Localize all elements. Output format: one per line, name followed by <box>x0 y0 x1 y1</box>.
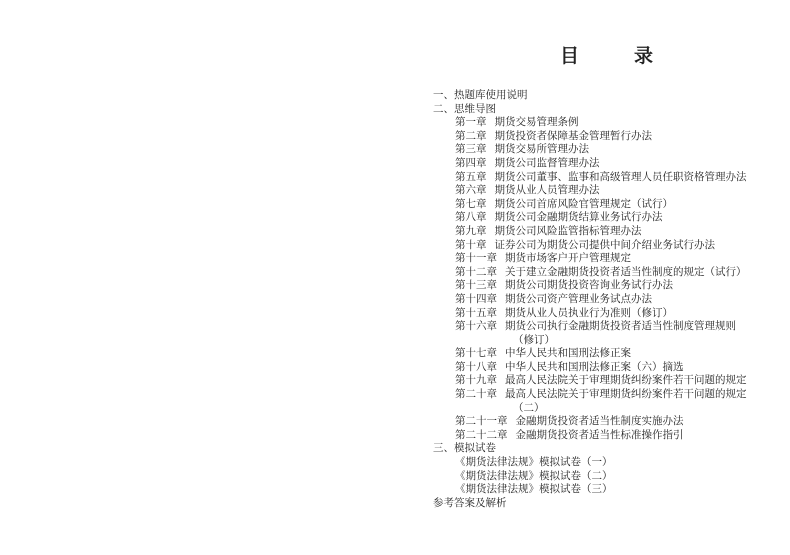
toc-section-3[interactable]: 三、模拟试卷 <box>433 442 496 455</box>
toc-chapter-6[interactable] <box>433 184 783 198</box>
chapter-title: 金融期货投资者适当性制度实施办法 <box>515 415 684 428</box>
chapter-number: 第十九章 <box>455 374 497 387</box>
chapter-number: 第十三章 <box>455 279 497 292</box>
chapter-title: 最高人民法院关于审理期货纠纷案件若干问题的规定 <box>505 388 747 401</box>
toc-section-1[interactable]: 一、热题库使用说明 <box>433 89 528 101</box>
chapter-number: 第七章 <box>455 197 487 210</box>
toc-answers[interactable]: 参考答案及解析 <box>433 496 507 509</box>
toc-chapter-4[interactable] <box>433 157 783 171</box>
chapter-title: 期货交易所管理办法 <box>494 143 589 156</box>
chapter-title: 期货市场客户开户管理规定 <box>505 252 631 265</box>
chapter-title: 中华人民共和国刑法修正案 <box>505 347 631 360</box>
chapter-title: 期货公司董事、监事和高级管理人员任职资格管理办法 <box>494 170 747 183</box>
toc-chapter-9[interactable] <box>433 225 783 239</box>
toc-chapter-17[interactable] <box>433 347 783 361</box>
chapter-number: 第九章 <box>455 224 487 237</box>
chapter-title: 期货从业人员管理办法 <box>494 184 600 197</box>
chapter-number: 第一章 <box>455 116 487 129</box>
chapter-title: 期货公司监督管理办法 <box>494 156 600 169</box>
toc-exam-2[interactable]: 《期货法律法规》模拟试卷（二） <box>455 469 613 482</box>
chapter-title: 证券公司为期货公司提供中间介绍业务试行办法 <box>494 238 715 251</box>
toc-section-2[interactable]: 二、思维导图 <box>433 102 496 115</box>
chapter-number: 第十一章 <box>455 252 497 265</box>
chapter-number: 第二十章 <box>455 388 497 401</box>
chapter-number: 第十七章 <box>455 347 497 360</box>
chapter-title: 期货公司风险监管指标管理办法 <box>494 224 642 237</box>
toc-chapter-13[interactable] <box>433 279 783 293</box>
toc-chapter-12[interactable] <box>433 266 783 280</box>
toc-chapter-14[interactable] <box>433 293 783 307</box>
toc-chapter-8[interactable] <box>433 211 783 225</box>
chapter-title: 中华人民共和国刑法修正案（六）摘选 <box>505 360 684 373</box>
chapter-title: 期货公司资产管理业务试点办法 <box>505 292 652 305</box>
chapter-title: 最高人民法院关于审理期货纠纷案件若干问题的规定 <box>505 374 747 387</box>
chapter-number: 第十章 <box>455 238 487 251</box>
chapter-number: 第八章 <box>455 211 487 224</box>
chapter-title: 期货交易管理条例 <box>494 116 579 129</box>
toc-chapter-5[interactable] <box>433 171 783 185</box>
toc-chapter-3[interactable] <box>433 143 783 157</box>
chapter-number: 第十四章 <box>455 292 497 305</box>
chapter-number: 第十六章 <box>455 320 497 333</box>
chapter-title: 期货公司金融期货结算业务试行办法 <box>494 211 663 224</box>
toc-chapter-15[interactable] <box>433 307 783 321</box>
toc-chapter-22[interactable] <box>433 429 783 443</box>
chapter-title: 关于建立金融期货投资者适当性制度的规定（试行） <box>505 265 747 278</box>
chapter-number: 第二十一章 <box>455 415 508 428</box>
toc-chapter-20[interactable] <box>433 388 783 402</box>
toc-chapter-2[interactable] <box>433 130 783 144</box>
toc-chapter-11[interactable] <box>433 252 783 266</box>
toc-chapter-19[interactable] <box>433 374 783 388</box>
chapter-title: 期货公司首席风险官管理规定（试行） <box>494 197 673 210</box>
toc-chapter-1[interactable] <box>433 116 783 130</box>
chapter-number: 第五章 <box>455 170 487 183</box>
chapter-number: 第四章 <box>455 156 487 169</box>
table-of-contents <box>433 89 783 510</box>
toc-chapter-10[interactable] <box>433 239 783 253</box>
chapter-number: 第十二章 <box>455 265 497 278</box>
chapter-number: 第十五章 <box>455 306 497 319</box>
chapter-title: 期货从业人员执业行为准则（修订） <box>505 306 673 319</box>
toc-exam-3[interactable]: 《期货法律法规》模拟试卷（三） <box>455 483 613 496</box>
chapter-title: 金融期货投资者适当性标准操作指引 <box>515 428 684 441</box>
chapter-title: 期货公司执行金融期货投资者适当性制度管理规则 <box>505 320 736 333</box>
chapter-number: 第六章 <box>455 184 487 197</box>
chapter-title: 期货公司期货投资咨询业务试行办法 <box>505 279 673 292</box>
toc-chapter-16[interactable] <box>433 320 783 334</box>
chapter-number: 第二十二章 <box>455 428 508 441</box>
toc-chapter-7[interactable] <box>433 198 783 212</box>
page-title: 目 录 <box>560 45 672 67</box>
toc-chapter-21[interactable] <box>433 415 783 429</box>
chapter-number: 第十八章 <box>455 360 497 373</box>
chapter-number: 第二章 <box>455 129 487 142</box>
toc-chapter-20-continued: （二） <box>513 401 545 414</box>
toc-exam-1[interactable]: 《期货法律法规》模拟试卷（一） <box>455 456 613 469</box>
chapter-title: 期货投资者保障基金管理暂行办法 <box>494 129 652 142</box>
chapter-number: 第三章 <box>455 143 487 156</box>
toc-chapter-18[interactable] <box>433 361 783 375</box>
toc-chapter-16-continued: （修订） <box>513 333 555 346</box>
